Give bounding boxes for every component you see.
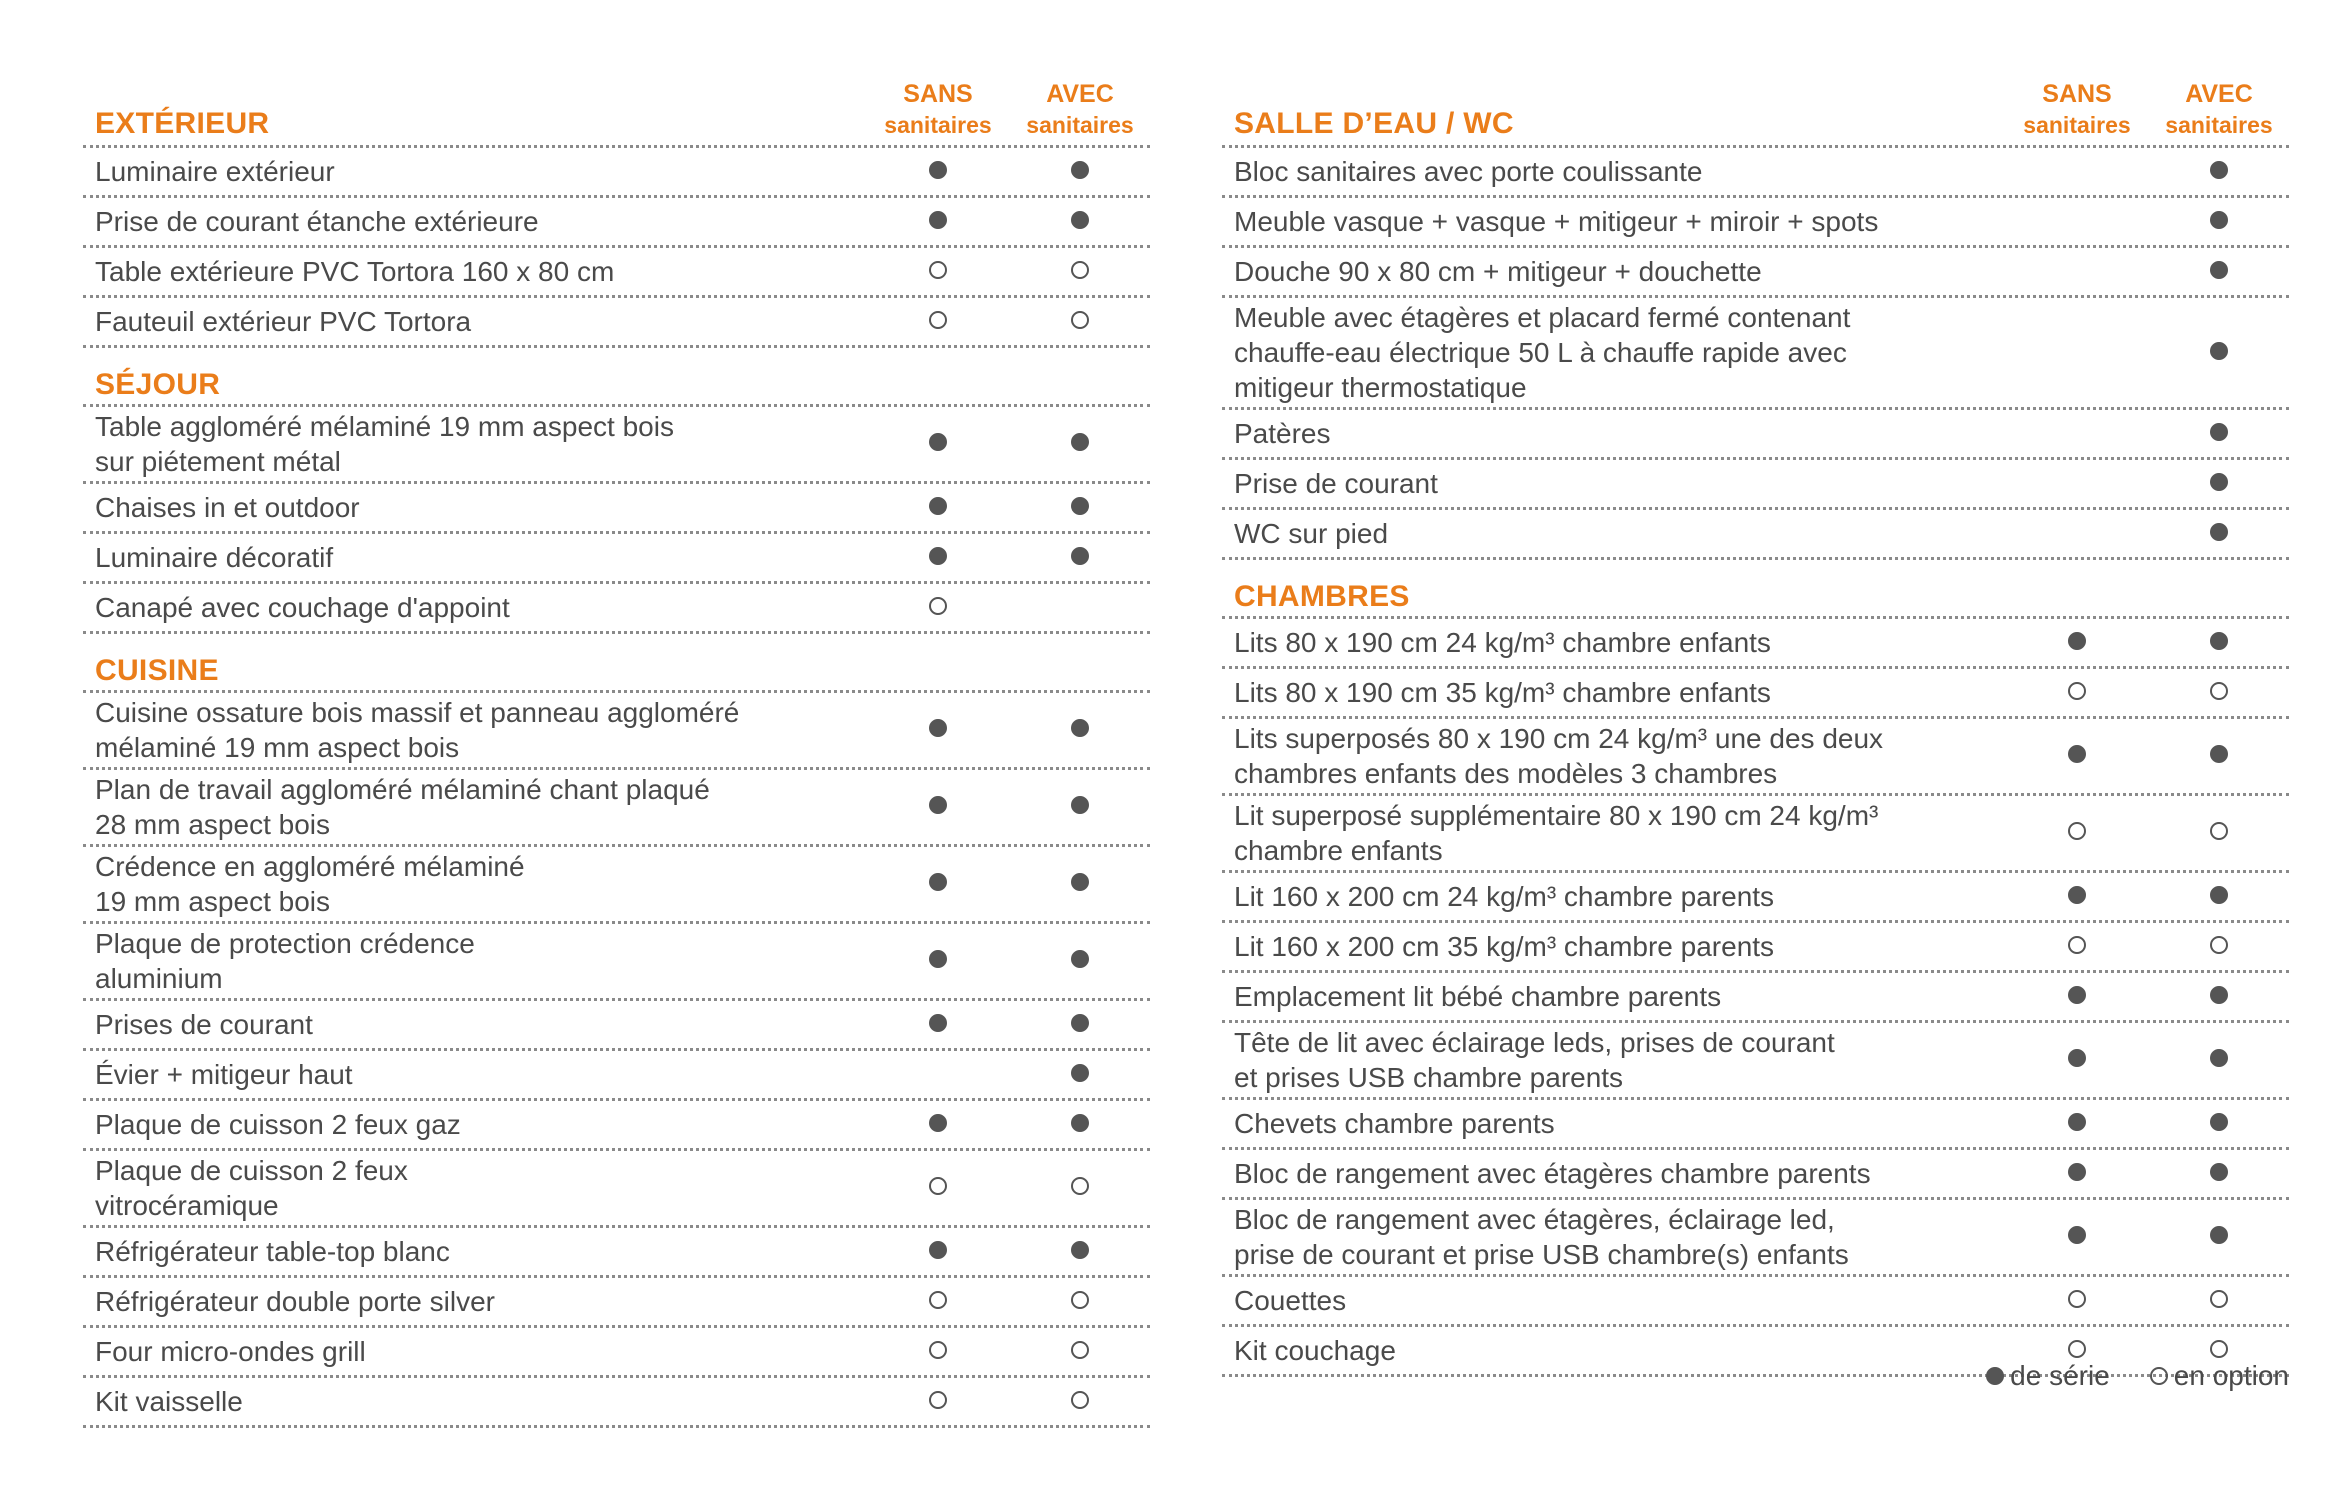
empty-circle-icon — [929, 1291, 947, 1309]
filled-dot-icon — [1986, 1367, 2004, 1385]
mark-avec — [2149, 886, 2289, 908]
table-row — [1222, 873, 2289, 923]
row-label: Four micro-ondes grill — [95, 1336, 366, 1367]
table-row — [1222, 1023, 2289, 1100]
mark-sans — [2007, 632, 2147, 654]
mark-avec — [1010, 1241, 1150, 1263]
row-label: Plaque de protection crédence aluminium — [95, 928, 475, 994]
empty-circle-icon — [929, 597, 947, 615]
row-label: Tête de lit avec éclairage leds, prises de courant et prises USB chambre parents — [1234, 1027, 1835, 1093]
table-row — [83, 484, 1150, 534]
empty-circle-icon — [1071, 1341, 1089, 1359]
filled-dot-icon — [2210, 261, 2228, 279]
mark-sans — [868, 261, 1008, 283]
mark-avec — [2149, 632, 2289, 654]
row-label: Lit superposé supplémentaire 80 x 190 cm 24 kg/m³ chambre enfants — [1234, 800, 1879, 866]
empty-circle-icon — [929, 311, 947, 329]
row-label: Bloc sanitaires avec porte coulissante — [1234, 156, 1703, 187]
mark-sans — [868, 1014, 1008, 1036]
empty-circle-icon — [2068, 1340, 2086, 1358]
mark-avec — [2149, 473, 2289, 495]
row-label: Réfrigérateur table-top blanc — [95, 1236, 450, 1267]
legend-standard — [1986, 1360, 2110, 1392]
empty-circle-icon — [929, 1341, 947, 1359]
row-label: Emplacement lit bébé chambre parents — [1234, 981, 1722, 1012]
empty-circle-icon — [1071, 1291, 1089, 1309]
empty-circle-icon — [1071, 261, 1089, 279]
empty-circle-icon — [1071, 311, 1089, 329]
mark-sans — [2007, 745, 2147, 767]
filled-dot-icon — [1071, 796, 1089, 814]
column-header-sans — [868, 79, 1008, 141]
mark-sans — [868, 547, 1008, 569]
column-header-avec-line2: sanitaires — [1026, 112, 1134, 138]
filled-dot-icon — [929, 719, 947, 737]
filled-dot-icon — [1071, 497, 1089, 515]
table-row — [83, 407, 1150, 484]
row-label: Plan de travail aggloméré mélaminé chant plaqué 28 mm aspect bois — [95, 774, 710, 840]
filled-dot-icon — [929, 211, 947, 229]
column-header-avec — [1010, 79, 1150, 141]
filled-dot-icon — [2068, 886, 2086, 904]
empty-circle-icon — [2210, 682, 2228, 700]
mark-sans — [2007, 986, 2147, 1008]
mark-sans — [868, 161, 1008, 183]
legend-option — [2150, 1360, 2289, 1392]
mark-sans — [868, 1341, 1008, 1363]
filled-dot-icon — [2210, 342, 2228, 360]
mark-avec — [2149, 1290, 2289, 1312]
filled-dot-icon — [929, 1114, 947, 1132]
mark-avec — [1010, 1114, 1150, 1136]
mark-avec — [1010, 1177, 1150, 1199]
mark-avec — [2149, 423, 2289, 445]
column-header-sans-line2: sanitaires — [2023, 112, 2131, 138]
filled-dot-icon — [1071, 1241, 1089, 1259]
row-label: Bloc de rangement avec étagères, éclairage led, prise de courant et prise USB chambre(s) enfants — [1234, 1204, 1849, 1270]
mark-sans — [868, 311, 1008, 333]
row-label: WC sur pied — [1234, 518, 1389, 549]
filled-dot-icon — [2210, 886, 2228, 904]
filled-dot-icon — [1071, 1064, 1089, 1082]
section-title: SÉJOUR — [95, 368, 221, 401]
column-header-sans — [2007, 79, 2147, 141]
mark-avec — [2149, 936, 2289, 958]
legend-option-label: en option — [2173, 1360, 2289, 1391]
filled-dot-icon — [1071, 161, 1089, 179]
filled-dot-icon — [929, 796, 947, 814]
mark-avec — [2149, 261, 2289, 283]
filled-dot-icon — [1071, 211, 1089, 229]
table-row — [1222, 410, 2289, 460]
empty-circle-icon — [2068, 682, 2086, 700]
filled-dot-icon — [2210, 523, 2228, 541]
filled-dot-icon — [2068, 632, 2086, 650]
filled-dot-icon — [2068, 1163, 2086, 1181]
mark-avec — [1010, 873, 1150, 895]
table-row — [83, 198, 1150, 248]
table-row — [1222, 1100, 2289, 1150]
table-header — [1222, 70, 2289, 148]
mark-avec — [1010, 311, 1150, 333]
row-label: Table extérieure PVC Tortora 160 x 80 cm — [95, 256, 615, 287]
row-label: Lit 160 x 200 cm 24 kg/m³ chambre parents — [1234, 881, 1775, 912]
row-label: Patères — [1234, 418, 1331, 449]
mark-sans — [868, 497, 1008, 519]
mark-sans — [868, 873, 1008, 895]
filled-dot-icon — [2210, 745, 2228, 763]
section-title: CUISINE — [95, 654, 219, 687]
row-label: Table aggloméré mélaminé 19 mm aspect bois sur piétement métal — [95, 411, 674, 477]
table-row — [1222, 198, 2289, 248]
empty-circle-icon — [2210, 1290, 2228, 1308]
mark-avec — [2149, 1163, 2289, 1185]
row-label: Plaque de cuisson 2 feux vitrocéramique — [95, 1155, 408, 1221]
row-label: Kit couchage — [1234, 1335, 1396, 1366]
mark-sans — [2007, 211, 2147, 233]
row-label: Canapé avec couchage d'appoint — [95, 592, 510, 623]
table-row — [1222, 619, 2289, 669]
table-row — [83, 847, 1150, 924]
mark-sans — [2007, 473, 2147, 495]
column-header-sans-line1: SANS — [903, 80, 973, 108]
mark-sans — [2007, 1340, 2147, 1362]
mark-sans — [2007, 1226, 2147, 1248]
mark-sans — [868, 796, 1008, 818]
row-label: Lits 80 x 190 cm 35 kg/m³ chambre enfants — [1234, 677, 1771, 708]
table-row — [83, 1151, 1150, 1228]
mark-avec — [2149, 986, 2289, 1008]
mark-avec — [2149, 342, 2289, 364]
column-header-sans-line2: sanitaires — [884, 112, 992, 138]
table-row — [1222, 796, 2289, 873]
row-label: Couettes — [1234, 1285, 1347, 1316]
filled-dot-icon — [929, 873, 947, 891]
filled-dot-icon — [929, 161, 947, 179]
row-label: Prises de courant — [95, 1009, 313, 1040]
filled-dot-icon — [2068, 1226, 2086, 1244]
filled-dot-icon — [2210, 1113, 2228, 1131]
row-label: Prise de courant étanche extérieure — [95, 206, 539, 237]
mark-sans — [868, 433, 1008, 455]
row-label: Fauteuil extérieur PVC Tortora — [95, 306, 472, 337]
mark-sans — [2007, 523, 2147, 545]
filled-dot-icon — [1071, 433, 1089, 451]
filled-dot-icon — [2068, 1113, 2086, 1131]
filled-dot-icon — [1071, 873, 1089, 891]
mark-sans — [868, 1291, 1008, 1313]
table-row — [1222, 1150, 2289, 1200]
row-label: Lits 80 x 190 cm 24 kg/m³ chambre enfants — [1234, 627, 1771, 658]
equipment-table-left — [83, 70, 1150, 1428]
legend-standard-label: de série — [2010, 1360, 2110, 1391]
row-label: Lit 160 x 200 cm 35 kg/m³ chambre parents — [1234, 931, 1775, 962]
table-row — [83, 1228, 1150, 1278]
empty-circle-icon — [2068, 1290, 2086, 1308]
filled-dot-icon — [2210, 473, 2228, 491]
mark-avec — [1010, 497, 1150, 519]
mark-avec — [2149, 523, 2289, 545]
empty-circle-icon — [1071, 1177, 1089, 1195]
mark-avec — [1010, 796, 1150, 818]
column-header-avec — [2149, 79, 2289, 141]
row-label: Chaises in et outdoor — [95, 492, 360, 523]
mark-sans — [868, 950, 1008, 972]
mark-sans — [2007, 1163, 2147, 1185]
section-title: EXTÉRIEUR — [95, 107, 270, 140]
mark-avec — [1010, 1341, 1150, 1363]
mark-sans — [2007, 423, 2147, 445]
filled-dot-icon — [929, 497, 947, 515]
empty-circle-icon — [1071, 1391, 1089, 1409]
mark-sans — [868, 597, 1008, 619]
mark-avec — [1010, 261, 1150, 283]
section-title: CHAMBRES — [1234, 580, 1410, 613]
filled-dot-icon — [2210, 1163, 2228, 1181]
filled-dot-icon — [2068, 1049, 2086, 1067]
empty-circle-icon — [2068, 822, 2086, 840]
empty-circle-icon — [2068, 936, 2086, 954]
empty-circle-icon — [929, 1391, 947, 1409]
mark-avec — [1010, 719, 1150, 741]
table-row — [83, 248, 1150, 298]
table-row — [1222, 1200, 2289, 1277]
empty-circle-icon — [2150, 1367, 2168, 1385]
column-header-avec-line1: AVEC — [2185, 80, 2253, 108]
table-row — [1222, 923, 2289, 973]
mark-sans — [2007, 1290, 2147, 1312]
mark-avec — [2149, 822, 2289, 844]
filled-dot-icon — [2210, 1049, 2228, 1067]
mark-sans — [868, 1114, 1008, 1136]
row-label: Luminaire décoratif — [95, 542, 334, 573]
filled-dot-icon — [2068, 745, 2086, 763]
row-label: Chevets chambre parents — [1234, 1108, 1555, 1139]
mark-avec — [2149, 1340, 2289, 1362]
section-header — [1222, 560, 2289, 619]
mark-avec — [1010, 1064, 1150, 1086]
mark-sans — [2007, 1113, 2147, 1135]
table-header — [83, 70, 1150, 148]
column-header-sans-line1: SANS — [2042, 80, 2112, 108]
section-title: SALLE D’EAU / WC — [1234, 107, 1514, 140]
mark-avec — [1010, 1014, 1150, 1036]
mark-avec — [1010, 597, 1150, 619]
filled-dot-icon — [1071, 1114, 1089, 1132]
filled-dot-icon — [2210, 1226, 2228, 1244]
row-label: Crédence en aggloméré mélaminé 19 mm aspect bois — [95, 851, 525, 917]
table-row — [83, 770, 1150, 847]
mark-avec — [2149, 682, 2289, 704]
mark-sans — [2007, 682, 2147, 704]
equipment-table-right — [1222, 70, 2289, 1377]
table-row — [83, 1101, 1150, 1151]
mark-avec — [1010, 547, 1150, 569]
table-row — [83, 584, 1150, 634]
mark-sans — [2007, 886, 2147, 908]
filled-dot-icon — [929, 950, 947, 968]
row-label: Évier + mitigeur haut — [95, 1059, 353, 1090]
empty-circle-icon — [2210, 936, 2228, 954]
row-label: Meuble vasque + vasque + mitigeur + miroir + spots — [1234, 206, 1879, 237]
empty-circle-icon — [929, 261, 947, 279]
mark-avec — [2149, 1113, 2289, 1135]
mark-sans — [2007, 936, 2147, 958]
mark-sans — [868, 1064, 1008, 1086]
table-row — [83, 298, 1150, 348]
table-row — [83, 1278, 1150, 1328]
section-header — [83, 634, 1150, 693]
empty-circle-icon — [2210, 822, 2228, 840]
mark-avec — [2149, 1226, 2289, 1248]
table-row — [83, 1328, 1150, 1378]
mark-sans — [2007, 822, 2147, 844]
table-row — [1222, 148, 2289, 198]
row-label: Bloc de rangement avec étagères chambre parents — [1234, 1158, 1871, 1189]
mark-sans — [868, 211, 1008, 233]
filled-dot-icon — [2210, 211, 2228, 229]
table-row — [1222, 460, 2289, 510]
mark-avec — [1010, 950, 1150, 972]
legend — [1946, 1360, 2289, 1392]
mark-sans — [868, 1177, 1008, 1199]
filled-dot-icon — [1071, 950, 1089, 968]
mark-sans — [2007, 161, 2147, 183]
section-header — [83, 348, 1150, 407]
filled-dot-icon — [2210, 423, 2228, 441]
mark-avec — [2149, 211, 2289, 233]
row-label: Prise de courant — [1234, 468, 1438, 499]
filled-dot-icon — [929, 1241, 947, 1259]
row-label: Douche 90 x 80 cm + mitigeur + douchette — [1234, 256, 1762, 287]
table-row — [83, 534, 1150, 584]
empty-circle-icon — [929, 1177, 947, 1195]
column-header-avec-line2: sanitaires — [2165, 112, 2273, 138]
mark-sans — [2007, 1049, 2147, 1071]
mark-sans — [868, 1241, 1008, 1263]
table-row — [83, 1378, 1150, 1428]
row-label: Luminaire extérieur — [95, 156, 335, 187]
table-row — [83, 924, 1150, 1001]
filled-dot-icon — [1071, 547, 1089, 565]
filled-dot-icon — [1071, 1014, 1089, 1032]
table-row — [1222, 669, 2289, 719]
mark-avec — [2149, 1049, 2289, 1071]
filled-dot-icon — [2210, 632, 2228, 650]
table-row — [83, 1001, 1150, 1051]
mark-avec — [2149, 161, 2289, 183]
mark-avec — [1010, 433, 1150, 455]
filled-dot-icon — [929, 547, 947, 565]
table-row — [1222, 1277, 2289, 1327]
mark-sans — [868, 719, 1008, 741]
row-label: Kit vaisselle — [95, 1386, 243, 1417]
row-label: Réfrigérateur double porte silver — [95, 1286, 495, 1317]
table-row — [83, 148, 1150, 198]
column-header-avec-line1: AVEC — [1046, 80, 1114, 108]
filled-dot-icon — [929, 1014, 947, 1032]
table-row — [1222, 248, 2289, 298]
table-row — [1222, 719, 2289, 796]
mark-avec — [1010, 211, 1150, 233]
filled-dot-icon — [2210, 986, 2228, 1004]
table-row — [1222, 298, 2289, 410]
mark-sans — [2007, 342, 2147, 364]
filled-dot-icon — [2068, 986, 2086, 1004]
row-label: Cuisine ossature bois massif et panneau aggloméré mélaminé 19 mm aspect bois — [95, 697, 740, 763]
mark-sans — [868, 1391, 1008, 1413]
table-row — [1222, 973, 2289, 1023]
empty-circle-icon — [2210, 1340, 2228, 1358]
row-label: Meuble avec étagères et placard fermé contenant chauffe-eau électrique 50 L à chauffe rapide avec mitigeur thermostatique — [1234, 302, 1851, 403]
filled-dot-icon — [929, 433, 947, 451]
mark-sans — [2007, 261, 2147, 283]
mark-avec — [1010, 1391, 1150, 1413]
table-row — [83, 693, 1150, 770]
mark-avec — [2149, 745, 2289, 767]
mark-avec — [1010, 161, 1150, 183]
filled-dot-icon — [1071, 719, 1089, 737]
row-label: Lits superposés 80 x 190 cm 24 kg/m³ une des deux chambres enfants des modèles 3 chambres — [1234, 723, 1884, 789]
filled-dot-icon — [2210, 161, 2228, 179]
mark-avec — [1010, 1291, 1150, 1313]
table-row — [83, 1051, 1150, 1101]
row-label: Plaque de cuisson 2 feux gaz — [95, 1109, 461, 1140]
table-row — [1222, 510, 2289, 560]
